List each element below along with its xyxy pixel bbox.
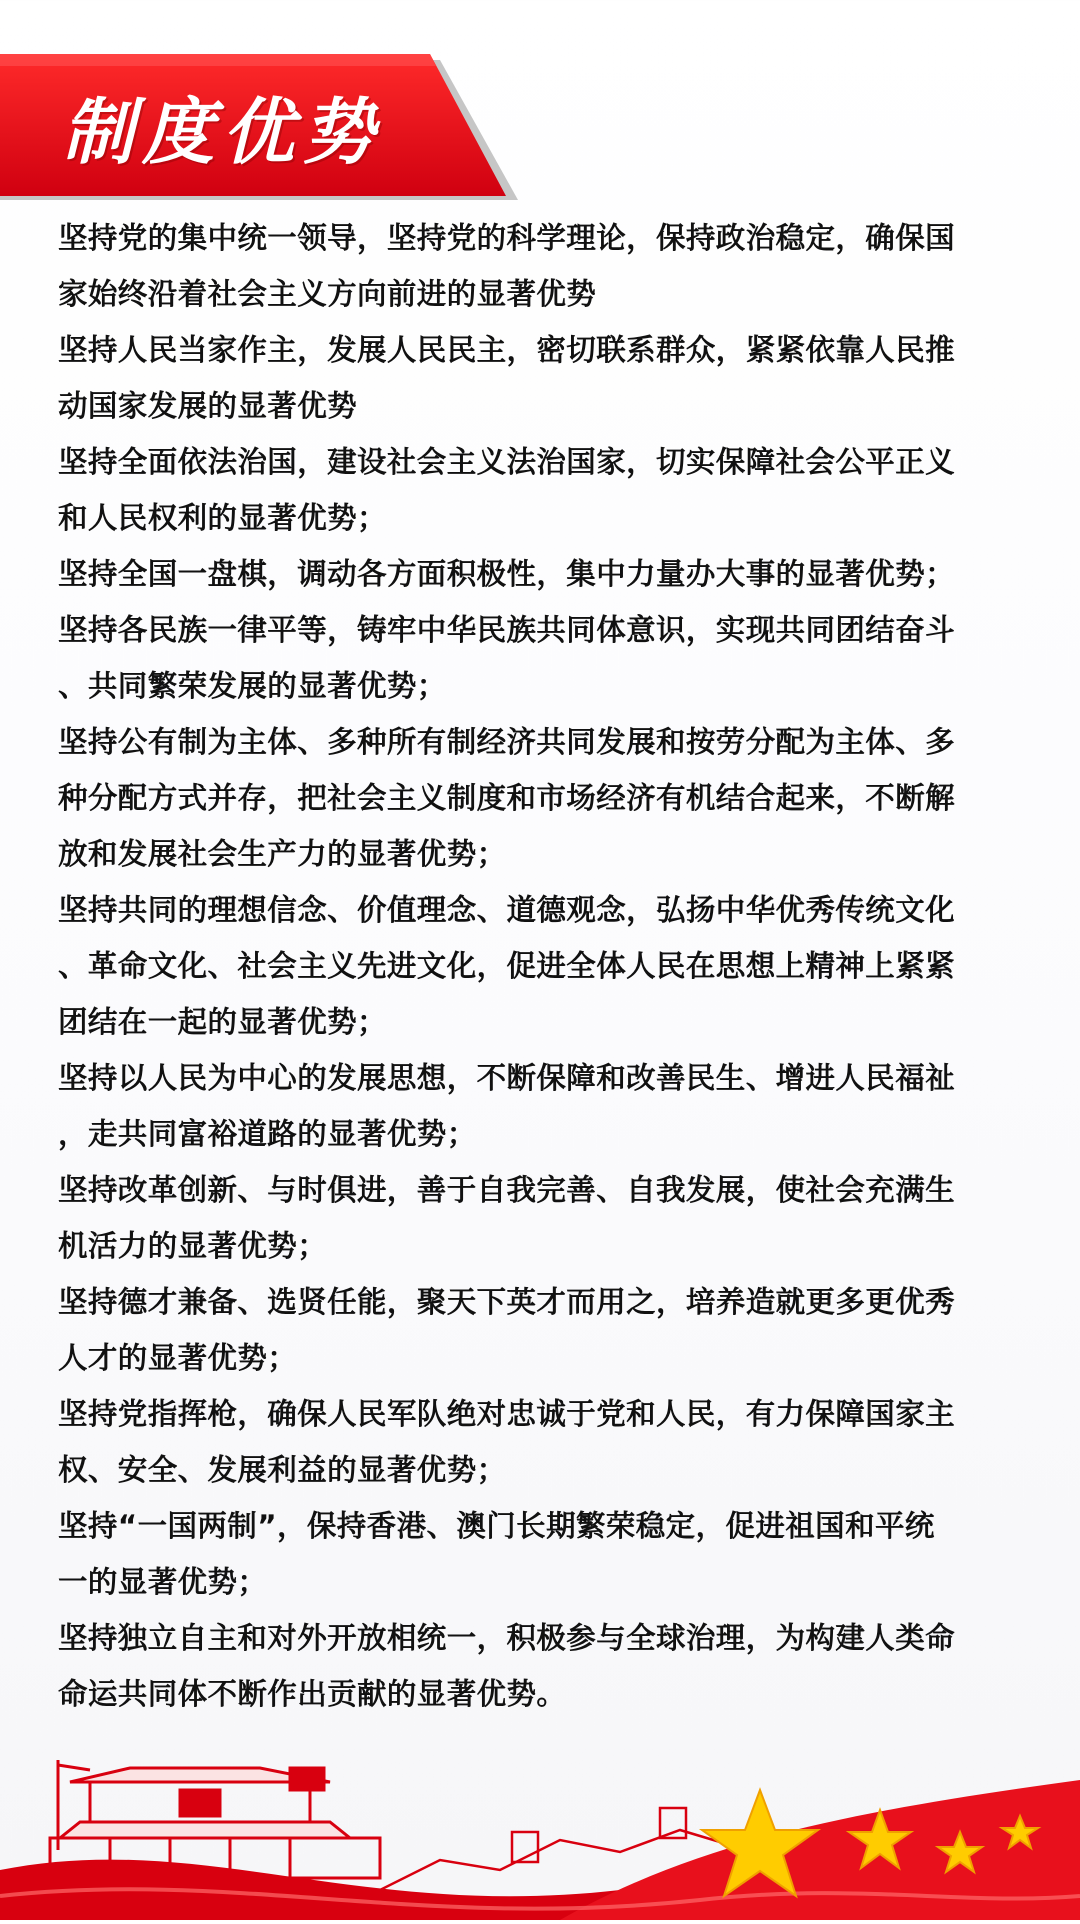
paragraph bbox=[58, 546, 1038, 602]
paragraph-line: 坚持以人民为中心的发展思想，不断保障和改善民生、增进人民福祉 bbox=[58, 1061, 956, 1095]
paragraph-line: ，走共同富裕道路的显著优势； bbox=[58, 1117, 477, 1151]
paragraph-line: 人才的显著优势； bbox=[58, 1341, 298, 1375]
paragraph bbox=[58, 434, 1038, 546]
paragraph-line: 坚持党的集中统一领导，坚持党的科学理论，保持政治稳定，确保国 bbox=[58, 221, 956, 255]
footer-decoration bbox=[0, 1720, 1080, 1920]
paragraph-line: 坚持公有制为主体、多种所有制经济共同发展和按劳分配为主体、多 bbox=[58, 725, 956, 759]
paragraph-line: 、革命文化、社会主义先进文化，促进全体人民在思想上精神上紧紧 bbox=[58, 949, 956, 983]
paragraph-line: 种分配方式并存，把社会主义制度和市场经济有机结合起来，不断解 bbox=[58, 781, 956, 815]
content-body bbox=[58, 210, 1038, 1722]
paragraph-line: 坚持全国一盘棋，调动各方面积极性，集中力量办大事的显著优势； bbox=[58, 557, 956, 591]
paragraph-line: 坚持党指挥枪，确保人民军队绝对忠诚于党和人民，有力保障国家主 bbox=[58, 1397, 956, 1431]
paragraph bbox=[58, 882, 1038, 1050]
paragraph bbox=[58, 210, 1038, 322]
paragraph-line: 坚持改革创新、与时俱进，善于自我完善、自我发展，使社会充满生 bbox=[58, 1173, 956, 1207]
paragraph-line: 坚持各民族一律平等，铸牢中华民族共同体意识，实现共同团结奋斗 bbox=[58, 613, 956, 647]
paragraph bbox=[58, 1498, 1038, 1610]
paragraph bbox=[58, 1274, 1038, 1386]
paragraph-line: 坚持德才兼备、选贤任能，聚天下英才而用之，培养造就更多更优秀 bbox=[58, 1285, 956, 1319]
paragraph-line: 权、安全、发展利益的显著优势； bbox=[58, 1453, 507, 1487]
header-banner bbox=[0, 0, 1080, 240]
paragraph bbox=[58, 322, 1038, 434]
paragraph-line: 和人民权利的显著优势； bbox=[58, 501, 387, 535]
paragraph-line: 坚持“一国两制”，保持香港、澳门长期繁荣稳定，促进祖国和平统 bbox=[58, 1509, 935, 1543]
paragraph bbox=[58, 1386, 1038, 1498]
paragraph bbox=[58, 1610, 1038, 1722]
paragraph-line: 放和发展社会生产力的显著优势； bbox=[58, 837, 507, 871]
paragraph-line: 坚持人民当家作主，发展人民民主，密切联系群众，紧紧依靠人民推 bbox=[58, 333, 956, 367]
paragraph bbox=[58, 1050, 1038, 1162]
paragraph bbox=[58, 714, 1038, 882]
paragraph-line: 、共同繁荣发展的显著优势； bbox=[58, 669, 447, 703]
paragraph-line: 命运共同体不断作出贡献的显著优势。 bbox=[58, 1677, 567, 1711]
paragraph-line: 坚持独立自主和对外开放相统一，积极参与全球治理，为构建人类命 bbox=[58, 1621, 956, 1655]
footer-art bbox=[0, 1720, 1080, 1920]
paragraph-line: 家始终沿着社会主义方向前进的显著优势 bbox=[58, 277, 597, 311]
paragraph-line: 一的显著优势； bbox=[58, 1565, 268, 1599]
paragraph-line: 动国家发展的显著优势 bbox=[58, 389, 358, 423]
paragraph-line: 团结在一起的显著优势； bbox=[58, 1005, 387, 1039]
paragraph bbox=[58, 1162, 1038, 1274]
paragraph-line: 坚持全面依法治国，建设社会主义法治国家，切实保障社会公平正义 bbox=[58, 445, 956, 479]
paragraph bbox=[58, 602, 1038, 714]
paragraph-line: 坚持共同的理想信念、价值理念、道德观念，弘扬中华优秀传统文化 bbox=[58, 893, 956, 927]
page-title: 制度优势 bbox=[62, 89, 383, 174]
paragraph-line: 机活力的显著优势； bbox=[58, 1229, 328, 1263]
